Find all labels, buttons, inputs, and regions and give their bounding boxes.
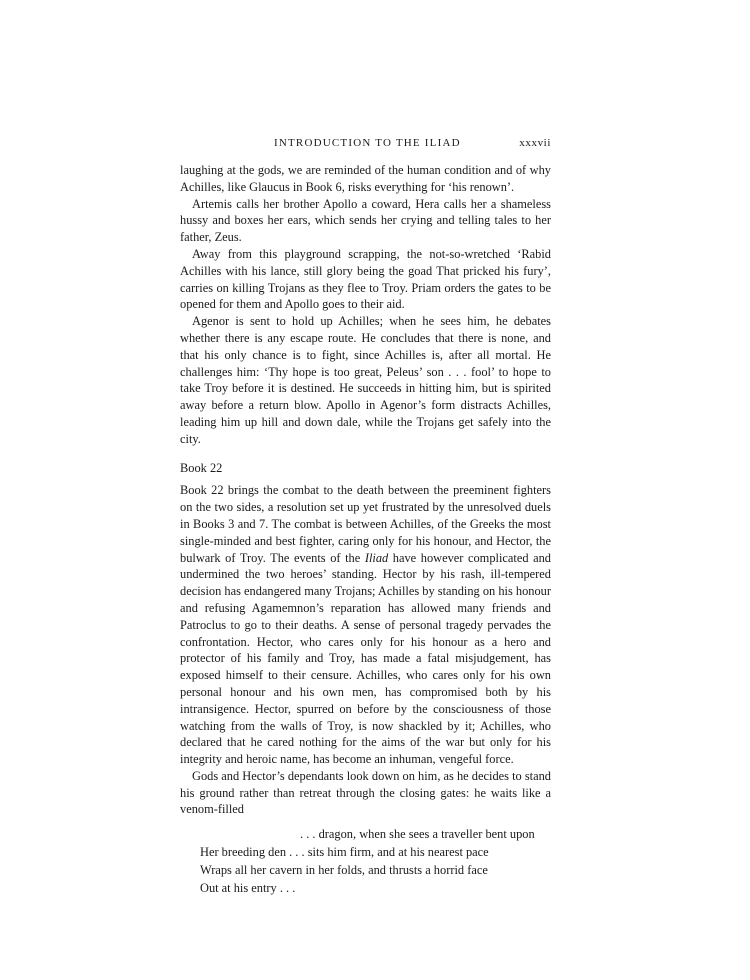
verse-line: Wraps all her cavern in her folds, and thrusts a horrid face [200, 863, 488, 878]
paragraph: Away from this playground scrapping, the not-so-wretched ‘Rabid Achilles with his lance, still glory being the goad That pricked his fury’, carries on killing Trojans as they flee to Troy. Priam orders the gates to be opened for them and Apollo goes to their aid. [180, 246, 551, 312]
paragraph: Agenor is sent to hold up Achilles; when he sees him, he debates whether there is any escape route. He concludes that there is none, and that his only chance is to fight, since Achilles is, after all mortal. He challenges him: ‘Thy hope is too great, Peleus’ son . . . fool’ to hope to take Troy before it is destined. He succeeds in hitting him, but is spirited away before a return blow. Apollo in Agenor’s form distracts Achilles, leading him up hill and down dale, while the Trojans get safely into the city. [180, 314, 551, 446]
paragraph: laughing at the gods, we are reminded of the human condition and of why Achilles, like Glaucus in Book 6, risks everything for ‘his renown’. [180, 163, 551, 194]
running-head [180, 137, 551, 155]
book-page [180, 137, 551, 897]
running-head-title: INTRODUCTION TO THE ILIAD [274, 137, 461, 149]
section-heading: Book 22 [180, 460, 223, 475]
paragraph: Artemis calls her brother Apollo a coward, Hera calls her a shameless hussy and boxes her ears, which sends her crying and telling tales to her father, Zeus. [180, 196, 551, 245]
italic-title: Iliad [364, 550, 389, 565]
verse-line: . . . dragon, when she sees a traveller bent upon [300, 827, 535, 842]
paragraph [180, 482, 551, 768]
paragraph: Gods and Hector’s dependants look down on him, as he decides to stand his ground rather than retreat through the closing gates: he waits like a venom-filled [180, 768, 551, 817]
verse-line: Out at his entry . . . [200, 881, 296, 896]
verse-line: Her breeding den . . . sits him firm, and at his nearest pace [200, 845, 489, 860]
paragraph-text: Book 22 brings the combat to the death between the preeminent fighters on the two sides, a resolution set up yet frustrated by the unresolved duels in Books 3 and 7. The combat is between Achilles, of the Greeks the most single-minded and best fighter, caring only for his honour, and Hector, the bulwark of Troy. The events of the [180, 483, 551, 565]
page-number: xxxvii [519, 137, 551, 149]
paragraph-text: have however complicated and undermined the two heroes’ standing. Hector by his rash, ill-tempered decision has endangered many Trojans; Achilles by standing on his honour and refusing Agamemnon’s reparation has allowed many friends and Patroclus to go to their deaths. A sense of personal tragedy pervades the confrontation. Hector, who cares only for his honour as a hero and protector of his family and Troy, has made a fatal misjudgement, has exposed himself to their censure. Achilles, who cares only for his own personal honour and his own men, has compromised both by his intransigence. Hector, spurred on before by the consciousness of those watching from the walls of Troy, is now shackled by it; Achilles, who declared that he cared nothing for the aims of the war but only for his integrity and heroic name, has become an inhuman, vengeful force. [180, 550, 551, 767]
verse-quotation [180, 825, 551, 897]
